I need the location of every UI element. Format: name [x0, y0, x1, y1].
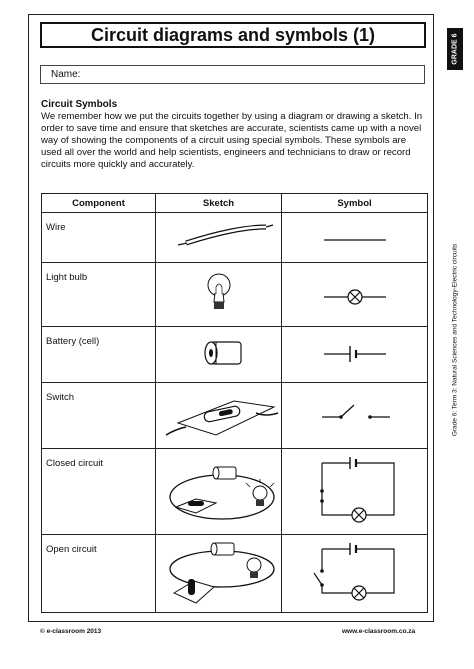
symbol-cell: [282, 535, 428, 613]
closed-circuit-sketch: [156, 449, 282, 535]
light-bulb-symbol: [282, 263, 428, 327]
table-row: [42, 213, 428, 263]
sketch-cell: [156, 535, 282, 613]
component-cell: [42, 535, 156, 613]
component-label: Open circuit: [46, 544, 97, 555]
symbol-cell: [282, 383, 428, 449]
footer-copyright: © e-classroom 2013: [40, 628, 102, 635]
component-cell: [42, 449, 156, 535]
symbol-cell: [282, 263, 428, 327]
column-header-component: Component: [42, 194, 156, 213]
component-label: Light bulb: [46, 272, 88, 283]
component-cell: [42, 213, 156, 263]
component-cell: [42, 263, 156, 327]
symbol-cell: [282, 449, 428, 535]
table-header-row: [42, 194, 428, 213]
page-title: Circuit diagrams and symbols (1): [40, 22, 426, 48]
intro-paragraph: We remember how we put the circuits together by using a diagram or drawing a sketch. In order to save time and ensure that sketches are accurate, scientists came up with a novel way of showing the components of a circuit using special symbols. These symbols are used all over the world and help scientists, engineers and technicians to draw or record circuits more quickly and accurately.: [41, 111, 423, 170]
component-cell: [42, 327, 156, 383]
component-label: Wire: [46, 222, 66, 233]
component-label: Battery (cell): [46, 336, 100, 347]
switch-sketch: [156, 383, 282, 449]
table-row: [42, 449, 428, 535]
light-bulb-sketch: [156, 263, 282, 327]
table-row: [42, 263, 428, 327]
component-cell: [42, 383, 156, 449]
switch-symbol: [282, 383, 428, 449]
symbols-table: [41, 193, 428, 613]
name-field[interactable]: Name:: [40, 65, 425, 84]
battery-sketch: [156, 327, 282, 383]
closed-circuit-symbol: [282, 449, 428, 535]
table-row: [42, 327, 428, 383]
sketch-cell: [156, 327, 282, 383]
component-label: Switch: [46, 392, 74, 403]
symbol-cell: [282, 213, 428, 263]
table-row: [42, 383, 428, 449]
grade-tab: [447, 28, 463, 70]
sketch-cell: [156, 263, 282, 327]
open-circuit-sketch: [156, 535, 282, 613]
column-header-symbol: Symbol: [282, 194, 428, 213]
grade-tab-label: GRADE 6: [451, 33, 459, 65]
wire-sketch: [156, 213, 282, 263]
symbol-cell: [282, 327, 428, 383]
footer-website: www.e-classroom.co.za: [342, 628, 416, 635]
wire-symbol: [282, 213, 428, 263]
sketch-cell: [156, 449, 282, 535]
battery-symbol: [282, 327, 428, 383]
table-row: [42, 535, 428, 613]
side-caption: Grade 6: Term 3: Natural Sciences and Technology-Electric circuits: [451, 243, 459, 437]
column-header-sketch: Sketch: [156, 194, 282, 213]
open-circuit-symbol: [282, 535, 428, 613]
section-heading: Circuit Symbols: [41, 99, 118, 110]
sketch-cell: [156, 213, 282, 263]
component-label: Closed circuit: [46, 458, 104, 469]
sketch-cell: [156, 383, 282, 449]
